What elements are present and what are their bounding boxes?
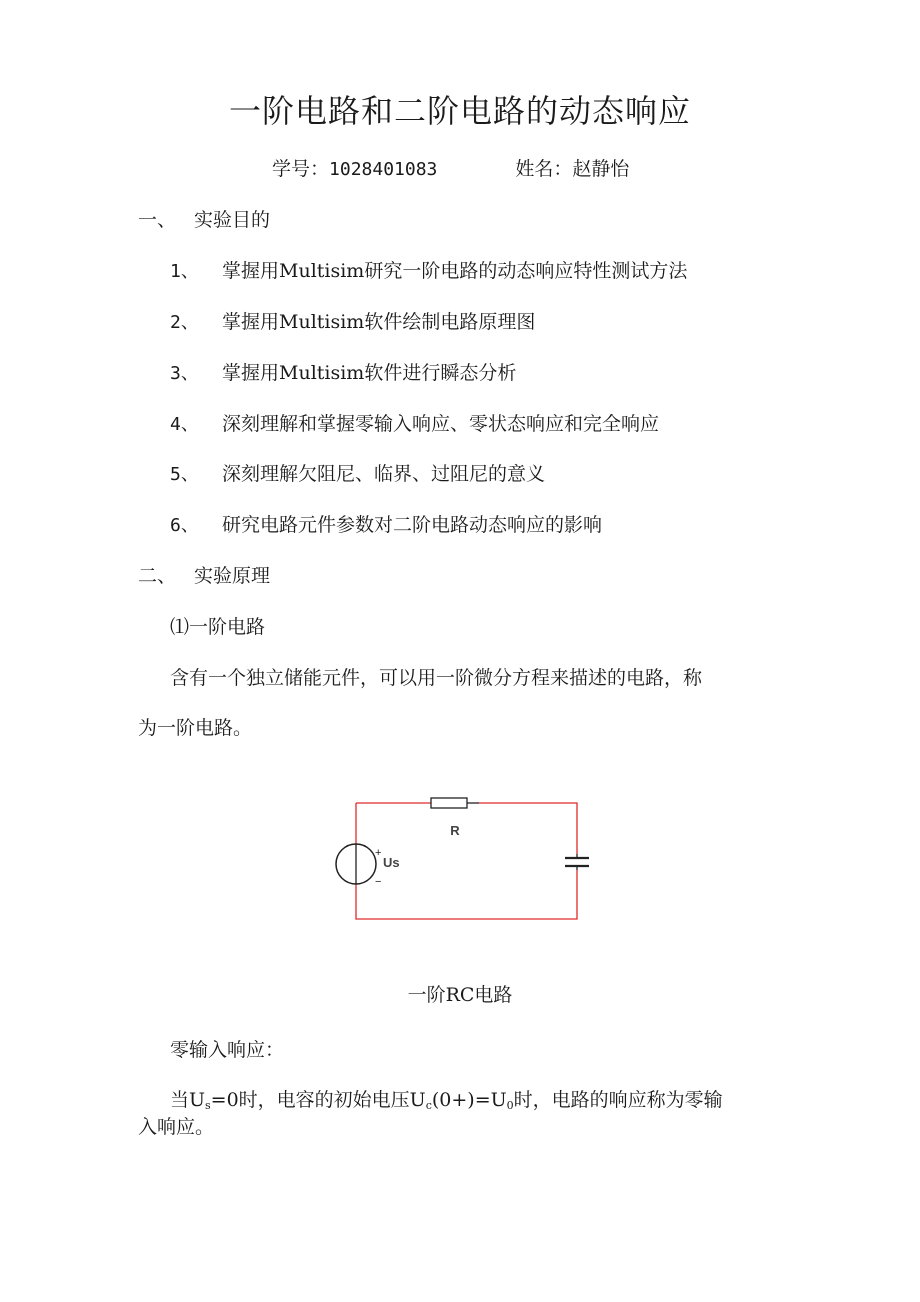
list-item-text: 掌握用Multisim软件进行瞬态分析 [222, 362, 517, 384]
source-minus-sign: − [375, 876, 382, 888]
subscript: 0 [506, 1099, 514, 1112]
author-line [272, 157, 629, 182]
list-item-number: 2、 [170, 312, 199, 333]
list-item [170, 462, 545, 487]
student-id-label: 学号： [272, 158, 330, 180]
subscript: c [425, 1099, 432, 1112]
list-item-text: 掌握用Multisim研究一阶电路的动态响应特性测试方法 [222, 260, 688, 282]
source-plus-sign: + [375, 847, 382, 859]
section-title: 实验原理 [194, 565, 271, 587]
figure-caption: 一阶RC电路 [407, 984, 513, 1006]
resistor-label: R [450, 823, 460, 838]
list-item-text: 掌握用Multisim软件绘制电路原理图 [222, 311, 536, 333]
list-item [170, 412, 659, 437]
list-item [170, 259, 687, 284]
resistor-symbol [431, 798, 467, 808]
list-item-text: 深刻理解和掌握零输入响应、零状态响应和完全响应 [222, 413, 660, 435]
subscript: s [205, 1099, 211, 1112]
list-item [170, 310, 535, 335]
list-item-text: 深刻理解欠阻尼、临界、过阻尼的意义 [222, 463, 546, 485]
list-item [170, 361, 516, 386]
section-title: 实验目的 [194, 209, 271, 231]
list-item-number: 6、 [170, 515, 199, 536]
student-id-value: 1028401083 [329, 159, 438, 180]
section-number: 二、 [138, 565, 177, 587]
paragraph-line: 为一阶电路。 [138, 717, 253, 739]
paragraph-line: 含有一个独立储能元件，可以用一阶微分方程来描述的电路，称 [170, 667, 703, 689]
text-run: 时，电路的响应称为零输 [513, 1089, 723, 1111]
paragraph-line: 入响应。 [138, 1116, 215, 1138]
list-item-text: 研究电路元件参数对二阶电路动态响应的影响 [222, 514, 603, 536]
student-name-value: 赵静怡 [572, 158, 630, 180]
list-item-number: 3、 [170, 363, 199, 384]
student-name-label: 姓名： [515, 158, 573, 180]
text-run: (0+)=U [431, 1089, 507, 1111]
text-run: 当U [170, 1089, 206, 1111]
list-item-number: 5、 [170, 464, 199, 485]
list-item-number: 1、 [170, 261, 199, 282]
list-item [170, 513, 602, 538]
zero-input-definition [170, 1088, 723, 1118]
source-label: Us [383, 855, 400, 870]
section-heading-2 [138, 564, 270, 588]
text-run: =0时，电容的初始电压U [210, 1089, 426, 1111]
zero-input-heading: 零输入响应： [170, 1039, 285, 1061]
document-title: 一阶电路和二阶电路的动态响应 [228, 92, 691, 130]
section-number: 一、 [138, 209, 177, 231]
section-heading-1 [138, 208, 270, 232]
subsection-heading: ⑴一阶电路 [170, 616, 266, 638]
list-item-number: 4、 [170, 414, 199, 435]
rc-circuit-diagram [330, 790, 600, 930]
